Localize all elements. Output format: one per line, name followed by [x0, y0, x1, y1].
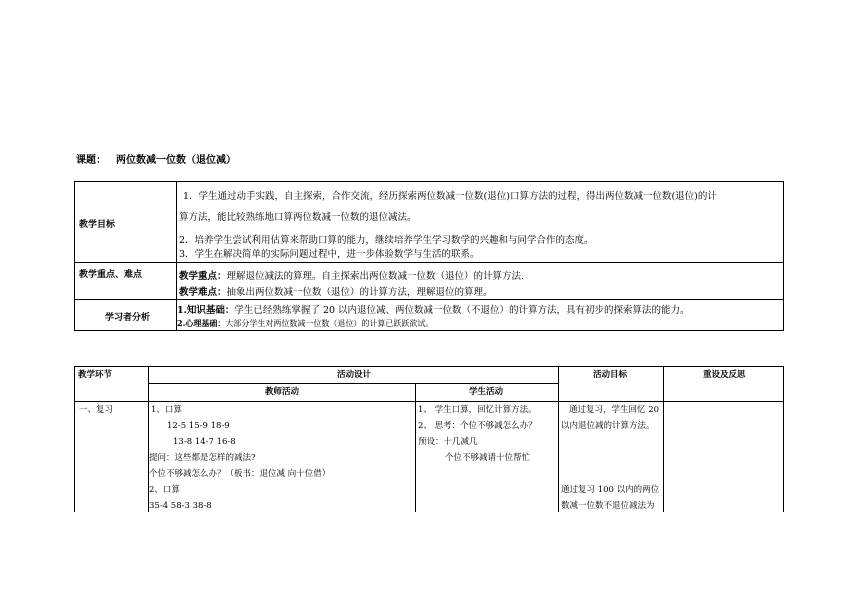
lesson-title-text: 两位数减一位数（退位减） [116, 155, 236, 166]
student-line-1: 1、 学生口算，回忆计算方法。 [418, 405, 537, 415]
focus-text: 理解退位减法的算理。自主探索出两位数减一位数（退位）的计算方法. [226, 271, 525, 282]
col-stage-header: 教学环节 [78, 370, 113, 380]
goal-line-4: 数减一位数不退位减法为 [561, 501, 655, 511]
teacher-line-1: 1、口算 [151, 405, 182, 415]
student-line-2: 2、 思考：个位不够减怎么办？ [418, 421, 537, 431]
knowledge-text: 学生已经熟练掌握了 20 以内退位减、两位数减一位数（不退位）的计算方法，具有初步的探索算法的能力。 [234, 305, 690, 316]
goal-line-2: 以内退位减的计算方法。 [561, 421, 655, 431]
goal-line-1: 通过复习，学生回忆 20 [569, 405, 660, 415]
lesson-info-table [74, 181, 784, 331]
keypoints-label: 教学重点、难点 [79, 270, 143, 280]
lesson-plan-table [74, 366, 784, 512]
learner-label: 学习者分析 [105, 313, 151, 323]
goal-line-3: 通过复习 100 以内的两位 [561, 485, 660, 495]
col-student-header: 学生活动 [469, 387, 504, 397]
col-goal-header: 活动目标 [593, 370, 628, 380]
goals-line-4: 3．学生在解决简单的实际问题过程中，进一步体验数学与生活的联系。 [179, 249, 480, 260]
goals-line-2: 算方法，能比较熟练地口算两位数减一位数的退位减法。 [179, 212, 417, 223]
col-design-header: 活动设计 [337, 370, 372, 380]
knowledge-label: 1.知识基础： [177, 305, 235, 316]
goals-line-1: 1．学生通过动手实践，自主探索，合作交流，经历探索两位数减一位数(退位)口算方法的过程，得出两位数减一位数(退位)的计 [183, 191, 717, 202]
difficulty-line [179, 284, 493, 298]
teacher-line-4: 提问：这些都是怎样的减法? [149, 453, 256, 463]
teacher-line-3: 13-8 14-7 16-8 [173, 437, 236, 447]
goals-line-3: 2．培养学生尝试利用估算来帮助口算的能力，继续培养学生学习数学的兴趣和与同学合作的态度。 [179, 235, 594, 246]
difficulty-label: 教学难点： [179, 287, 227, 298]
col-reflect-header: 重设及反思 [703, 370, 746, 380]
psych-text: 大部分学生对两位数减一位数（退位）的计算已跃跃欲试。 [225, 319, 434, 328]
student-line-3: 预设：十几减几 [418, 437, 478, 447]
lesson-title-label: 课题： [76, 155, 106, 166]
knowledge-line [177, 302, 690, 316]
psych-label: 2.心理基础： [177, 318, 226, 328]
teacher-line-6: 2、口算 [149, 485, 180, 495]
focus-label: 教学重点： [179, 271, 227, 282]
teacher-line-2: 12-5 15-9 18-9 [167, 421, 230, 431]
difficulty-text: 抽象出两位数减一位数（退位）的计算方法，理解退位的算理。 [226, 287, 493, 298]
col-teacher-header: 教师活动 [265, 387, 300, 397]
stage-cell: 一、复习 [79, 405, 114, 415]
focus-line [179, 268, 524, 282]
lesson-title [76, 151, 246, 166]
goals-label: 教学目标 [79, 220, 116, 230]
psych-line [177, 318, 433, 329]
teacher-line-7: 35-4 58-3 38-8 [149, 501, 212, 511]
teacher-line-5: 个位不够减怎么办？（板书：退位减 向十位借） [149, 469, 331, 479]
student-line-4: 个位不够减请十位帮忙 [445, 453, 531, 463]
